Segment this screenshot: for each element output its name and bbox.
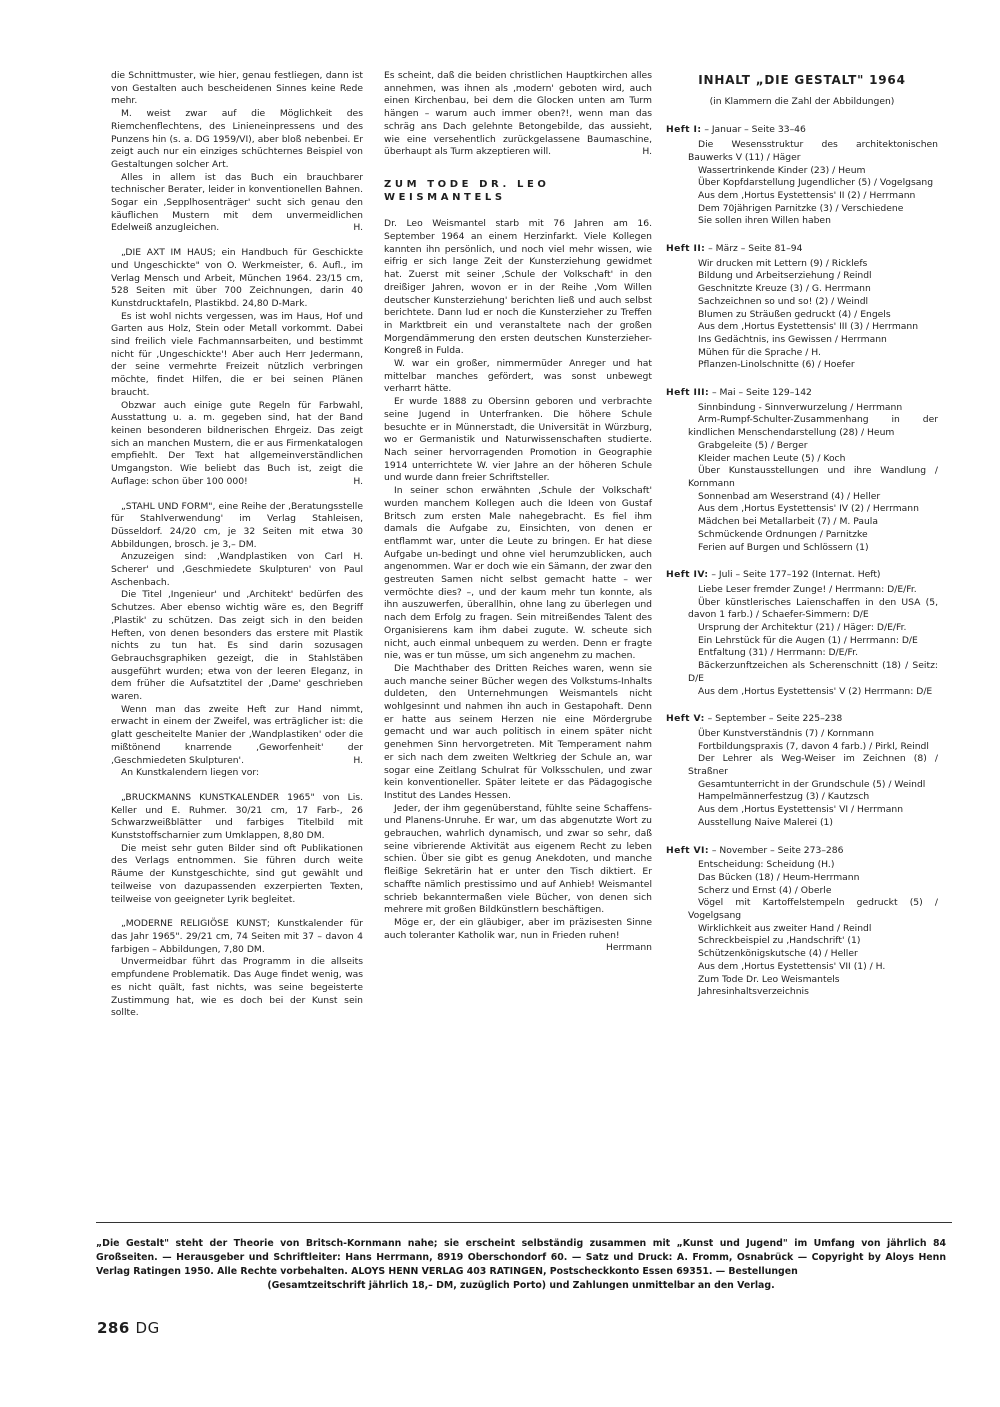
toc-entry: Über Kopfdarstellung Jugendlicher (5) / Vogelgsang (698, 177, 934, 189)
paragraph: Unvermeidbar führt das Programm in die allseits empfundene Problematik. Das Auge findet wenig, was es nicht quält, fast nichts, was seine begeisterte Zustimmung hat, wie es doch bei der Kunst sein sollte. (111, 956, 363, 1019)
toc-entry: Über künstlerisches Laienschaffen in den USA (5, davon 1 farb.) / Schaefer-Simmern: D/E (688, 596, 938, 621)
journal-abbreviation: DG (135, 1319, 160, 1337)
toc-entry: Geschnitzte Kreuze (3) / G. Herrmann (698, 283, 871, 295)
paragraph-text: Möge er, der ein gläubiger, aber im präzisesten Sinne auch toleranter Katholik war, nun in Frieden ruhen! (384, 917, 652, 941)
review-entry-bruckmanns-kunstkalender: „BRUCKMANNS KUNSTKALENDER 1965" von Lis. Keller und E. Ruhmer. 30/21 cm, 17 Farb-, 26 Schwarzweißblätter und farbiges Titelbild mit Kunststoffscharnier zum Umklappen, 8,80 DM. (111, 791, 363, 842)
toc-entry: Jahresinhaltsverzeichnis (698, 986, 809, 998)
toc-issue-block (666, 569, 938, 698)
toc-entry: Über Kunstverständnis (7) / Kornmann (698, 727, 874, 739)
toc-entry: Mädchen bei Metallarbeit (7) / M. Paula (698, 516, 878, 528)
toc-issue-meta: – September – Seite 225–238 (704, 713, 843, 725)
toc-entry: Hampelmännerfestzug (3) / Kautzsch (698, 791, 870, 803)
toc-entry: Schützenkönigskutsche (4) / Heller (698, 948, 858, 960)
toc-issue-meta: – Januar – Seite 33–46 (701, 124, 806, 136)
toc-issue-label: Heft I: (666, 124, 702, 136)
toc-entry: Sachzeichnen so und so! (2) / Weindl (698, 295, 869, 307)
toc-entry: Ursprung der Architektur (21) / Häger: D/E/Fr. (698, 622, 907, 634)
paragraph: Jeder, der ihm gegenüberstand, fühlte seine Schaffens- und Planens-Unruhe. Er war, um das abgenutzte Wort zu gebrauchen, wahrlich dynamisch, und zwar so sehr, daß seine vibrierende Aktivität aus eigenem Recht zu leben schien. Über sie gibt es genug Anekdoten, und manche fleißige Sekretärin hat er unter den Tisch diktiert. Er schaffte nämlich prestissimo und auf Anhieb! Weismantel schrieb bekanntermaßen viele Bücher, von denen sich mehrere mit großen Bildkünstlern beschäftigen. (384, 802, 652, 916)
author-signature: Herrmann (605, 942, 652, 954)
toc-entry: Dem 70jährigen Parnitzke (3) / Verschiedene (698, 202, 904, 214)
review-entry-stahl-und-form: „STAHL UND FORM", eine Reihe der ‚Beratungsstelle für Stahlverwendung' im Verlag Stahleisen, Düsseldorf. 24/20 cm, je 32 Seiten mit etwa 30 Abbildungen, brosch. je 3,– DM. (111, 500, 363, 550)
toc-issue-label: Heft IV: (666, 569, 709, 581)
toc-entry: Schreckbeispiel zu ‚Handschrift' (1) (698, 935, 861, 947)
toc-issue-meta: – März – Seite 81–94 (705, 243, 803, 255)
toc-entry: Scherz und Ernst (4) / Oberle (698, 884, 832, 896)
toc-entry: Entscheidung: Scheidung (H.) (698, 859, 835, 871)
toc-entry: Pflanzen-Linolschnitte (6) / Hoefer (698, 359, 855, 371)
paragraph: Die Titel ‚Ingenieur' und ‚Architekt' bedürfen des Schutzes. Aber ebenso wichtig wäre es, den Begriff ‚Plastik' zu schützen. Das zeigt sich in den beiden Heften, von denen besonders das erstere mit Plastik nichts zu tun hat. Es sind darin sozusagen Gebrauchsgraphiken gezeigt, die in Stahlstäben ausgeführt wurden; etwa von der leeren Eleganz, in dem früher die Aufsatztitel der ‚Dame' geschrieben waren. (111, 589, 363, 703)
paragraph: die Schnittmuster, wie hier, genau festliegen, dann ist von Gestalten auch bescheidenen Sinnes keine Rede mehr. (111, 70, 363, 107)
author-signature: H. (642, 146, 652, 158)
toc-entry: Grabgeleite (5) / Berger (698, 439, 808, 451)
paragraph (384, 70, 652, 159)
toc-issue-block (666, 243, 938, 372)
toc-entry: Sie sollen ihren Willen haben (698, 215, 831, 227)
toc-entry: Der Lehrer als Weg-Weiser im Zeichnen (8) / Straßner (688, 753, 938, 778)
toc-entry: Wir drucken mit Lettern (9) / Ricklefs (698, 257, 868, 269)
paragraph: W. war ein großer, nimmermüder Anreger und hat mittelbar manches gefördert, was sonst unbewegt verharrt hätte. (384, 358, 652, 395)
paragraph: M. weist zwar auf die Möglichkeit des Riemchenflechtens, des Linieneinpressens und des Punzens hin (s. a. DG 1959/VI), aber bloß nebenbei. Er zeigt auch nur ein einziges schüchternes Beispiel von Gestaltungen solcher Art. (111, 108, 363, 170)
toc-entry: Aus dem ‚Hortus Eystettensis' IV (2) / Herrmann (698, 503, 919, 515)
toc-issue-heading (666, 569, 938, 582)
toc-entry: Blumen zu Sträußen gedruckt (4) / Engels (698, 308, 891, 320)
toc-entry: Gesamtunterricht in der Grundschule (5) / Weindl (698, 778, 926, 790)
toc-entry: Kleider machen Leute (5) / Koch (698, 452, 846, 464)
toc-issue-label: Heft VI: (666, 844, 709, 856)
toc-entry: Bäckerzunftzeichen als Scherenschnitt (18) / Seitz: D/E (688, 660, 938, 684)
toc-issue-label: Heft II: (666, 243, 706, 255)
toc-entry: Bildung und Arbeitserziehung / Reindl (698, 270, 872, 282)
imprint-text-last-line: (Gesamtzeitschrift jährlich 18,– DM, zuzüglich Porto) und Zahlungen unmittelbar an den Verlag. (267, 1280, 775, 1291)
paragraph: In seiner schon erwähnten ‚Schule der Volkschaft' wurden manchem Kollegen auch die Ideen von Gustaf Britsch zum ersten Male nahegebracht. Es fiel ihm damals die Aufgabe zu, Einsichten, von denen er entflammt war, unter die Leute zu bringen. Er hat diese Aufgabe un-bedingt und ohne viel herumzublicken, auch angenommen. War er doch wie ein Sämann, der zwar den gestreuten Samen nicht selbst gemacht hatte – wer vermöchte dies? –, und der kaum mehr tun konnte, als ihn auszuwerfen, überallhin, ohne lang zu überlegen und nach dem Erfolg zu fragen. Sein mitreißendes Talent des Organisierens kam ihm dabei zugute. W. scheute sich nicht, auch einmal unbequem zu werden. Denn er fragte nie, was er tun müsse, um sich angenehm zu machen. (384, 485, 652, 662)
toc-entry: Vögel mit Kartoffelstempeln gedruckt (5) / Vogelgsang (688, 897, 938, 922)
review-entry-moderne-religioese-kunst: „MODERNE RELIGIÖSE KUNST; Kunstkalender für das Jahr 1965". 29/21 cm, 74 Seiten mit 37 – davon 4 farbigen – Abbildungen, 7,80 DM. (111, 918, 363, 955)
author-signature: H. (353, 222, 363, 234)
paragraph: Die Machthaber des Dritten Reiches waren, wenn sie auch manche seiner Bücher wegen des Volkstums-Inhalts duldeten, den Unternehmungen Weismantels nicht wohlgesinnt und nahmen ihn auch in Gestapohaft. Denn er hatte aus seinem Herzen nie eine Mördergrube gemacht und war auch politisch in einem später nicht genehmen Sinn hervorgetreten. Mit Temperament nahm er sich nach dem zweiten Weltkrieg der Schule an, war sogar eine Zeitlang Schulrat für Volksschulen, und zwar kein konventioneller. Später leitete er das Pädagogische Institut des Landes Hessen. (384, 662, 652, 801)
toc-entry: Aus dem ‚Hortus Eystettensis' II (2) / Herrmann (698, 189, 916, 201)
toc-entry: Ferien auf Burgen und Schlössern (1) (698, 541, 869, 553)
toc-issue-block (666, 387, 938, 554)
toc-issue-list (666, 124, 938, 999)
toc-entry: Mühen für die Sprache / H. (698, 346, 821, 358)
paragraph: Dr. Leo Weismantel starb mit 76 Jahren am 16. September 1964 an einem Herzinfarkt. Viele Kollegen kannten ihn persönlich, und noch viel mehr wissen, wie eifrig er sich lange Zeit der Kunsterziehung gewidmet hat. Zuerst mit seiner ‚Schule der Volkschaft' in den dreißiger Jahren, wovon er in der Reihe ‚Vom Willen deutscher Kunsterziehung' berichten ließ und auch selbst berichtete. Dann lud er noch die Kunsterzieher zu Treffen in Marktbreit ein und veranstaltete nach der großen Morgendämmerung den ersten deutschen Kunsterzieher-Kongreß in Fulda. (384, 218, 652, 357)
obituary-heading: ZUM TODE DR. LEO WEISMANTELS (384, 178, 550, 203)
toc-entry: Ausstellung Naive Malerei (1) (698, 816, 833, 828)
paragraph-text: Alles in allem ist das Buch ein brauchbarer technischer Berater, leider in konventionellen Bahnen. Sogar ein ‚Sepplhosenträger' sucht sich genau den käuflichen Mustern mit dem unvermeidlichen Edelweiß anzugleichen. (111, 171, 363, 234)
toc-issue-heading (666, 713, 938, 726)
toc-entry: Sinnbindung - Sinnverwurzelung / Herrmann (698, 401, 903, 413)
column-middle (384, 70, 652, 955)
toc-issue-heading (666, 845, 938, 858)
toc-issue-heading (666, 243, 938, 256)
toc-entry: Wassertrinkende Kinder (23) / Heum (698, 164, 866, 176)
toc-issue-block (666, 124, 938, 228)
paragraph (384, 917, 652, 954)
toc-entry: Zum Tode Dr. Leo Weismantels (698, 973, 840, 985)
toc-entry: Schmückende Ordnungen / Parnitzke (698, 528, 868, 540)
toc-issue-meta: – Juli – Seite 177–192 (Internat. Heft) (708, 569, 881, 581)
author-signature: H. (353, 475, 363, 487)
paragraph: Anzuzeigen sind: ‚Wandplastiken von Carl H. Scherer' und ‚Geschmiedete Skulpturen' von Paul Aschenbach. (111, 551, 363, 588)
toc-issue-block (666, 845, 938, 999)
imprint-footer (96, 1237, 946, 1293)
toc-title: INHALT „DIE GESTALT" 1964 (698, 73, 906, 87)
toc-entry: Über Kunstausstellungen und ihre Wandlung / Kornmann (688, 465, 938, 489)
toc-entry: Ein Lehrstück für die Augen (1) / Herrmann: D/E (698, 634, 918, 646)
paragraph: An Kunstkalendern liegen vor: (121, 767, 260, 779)
paragraph (111, 704, 363, 768)
column-left (111, 70, 363, 1020)
toc-entry: Entfaltung (31) / Herrmann: D/E/Fr. (698, 647, 859, 659)
toc-entry: Die Wesensstruktur des architektonischen Bauwerks V (11) / Häger (688, 139, 938, 163)
page-number-value: 286 (97, 1319, 130, 1337)
toc-entry: Aus dem ‚Hortus Eystettensis' VI / Herrmann (698, 804, 904, 816)
page-number (97, 1319, 160, 1337)
toc-entry: Liebe Leser fremder Zunge! / Herrmann: D/E/Fr. (698, 583, 917, 595)
toc-entry: Aus dem ‚Hortus Eystettensis' V (2) Herrmann: D/E (698, 685, 933, 697)
paragraph (111, 400, 363, 489)
toc-issue-label: Heft V: (666, 713, 705, 725)
toc-entry: Aus dem ‚Hortus Eystettensis' III (3) / Herrmann (698, 321, 919, 333)
toc-entry: Aus dem ‚Hortus Eystettensis' VII (1) / H. (698, 960, 886, 972)
toc-issue-heading (666, 124, 938, 137)
paragraph-text: Es scheint, daß die beiden christlichen Hauptkirchen alles annehmen, was ihnen als ‚modern' geboten wird, auch einen Kirchenbau, bei dem die Glocken unten am Turm hängen – warum auch immer oben?!, wenn man das schräg ans Dach gelehnte Betongebilde, das aussieht, wie eine versehentlich zurückgelassene Baumaschine, überhaupt als Turm akzeptieren will. (384, 70, 652, 158)
imprint-text: „Die Gestalt" steht der Theorie von Britsch-Kornmann nahe; sie erscheint selbständig zusammen mit „Kunst und Jugend" im Umfang von jährlich 84 Großseiten. — Herausgeber und Schriftleiter: Hans Herrmann, 8919 Oberschondorf 60. — Satz und Druck: A. Fromm, Osnabrück — Copyright by Aloys Henn Verlag Ratingen 1950. Alle Rechte vorbehalten. ALOYS HENN VERLAG 403 RATINGEN, Postscheckkonto Essen 69351. — Bestellungen (96, 1238, 946, 1277)
toc-issue-heading (666, 387, 938, 400)
paragraph (111, 172, 363, 236)
toc-issue-meta: – November – Seite 273–286 (708, 844, 844, 856)
toc-entry: Wirklichkeit aus zweiter Hand / Reindl (698, 922, 872, 934)
toc-issue-meta: – Mai – Seite 129–142 (709, 387, 812, 399)
paragraph-text: Wenn man das zweite Heft zur Hand nimmt, erwacht in einem der Zweifel, was erträglicher ist: die glatt gescheitelte Manier der ‚Wandplastiken' oder die mißtönend knarrende ‚Geworfenheit' der ‚Geschmiedeten Skulpturen'. (111, 703, 363, 766)
toc-issue-label: Heft III: (666, 387, 710, 399)
footer-divider (96, 1222, 952, 1223)
review-entry-die-axt-im-haus: „DIE AXT IM HAUS; ein Handbuch für Geschickte und Ungeschickte" von O. Werkmeister, 6. Aufl., im Verlag Mensch und Arbeit, München 1964. 23/15 cm, 528 Seiten mit über 700 Zeichnungen, darin 40 Kunstdrucktafeln, Plastikbd. 24,80 D-Mark. (111, 247, 363, 309)
paragraph: Es ist wohl nichts vergessen, was im Haus, Hof und Garten aus Holz, Stein oder Metall vorkommt. Dabei sind freilich viele Fachmannsarbeiten, und bestimmt nicht für ‚Ungeschickte'! Aber auch Herr Jedermann, der seine vermehrte Freizeit nützlich verbringen möchte, findet Hilfen, die er bei seinen Plänen braucht. (111, 310, 363, 398)
toc-entry: Das Bücken (18) / Heum-Herrmann (698, 871, 860, 883)
author-signature: H. (353, 754, 363, 766)
toc-entry: Ins Gedächtnis, ins Gewissen / Herrmann (698, 333, 887, 345)
toc-entry: Arm-Rumpf-Schulter-Zusammenhang in der kindlichen Menschendarstellung (28) / Heum (688, 414, 938, 439)
paragraph-text: Obzwar auch einige gute Regeln für Farbwahl, Ausstattung u. a. m. gegeben sind, hat der Band keinen besonderen bildnerischen Ehrgeiz. Das zeigt sich an manchen Mustern, die er aus Firmenkatalogen empfiehlt. Der Text hat allgemeinverständlichen Umgangston. Wie beliebt das Buch ist, zeigt die Auflage: schon über 100 000! (111, 399, 363, 487)
toc-entry: Sonnenbad am Weserstrand (4) / Heller (698, 490, 881, 502)
toc-entry: Fortbildungspraxis (7, davon 4 farb.) / Pirkl, Reindl (698, 740, 929, 752)
toc-issue-block (666, 713, 938, 829)
paragraph: Er wurde 1888 zu Obersinn geboren und verbrachte seine Jugend in Unterfranken. Die höhere Schule besuchte er in Münnerstadt, die Universität in Würzburg, wo er Germanistik und Naturwissenschaften studierte. Nach seiner hervorragenden Promotion in Geographie 1914 unterrichtete W. vier Jahre an der höheren Schule und wurde dann freier Schriftsteller. (384, 396, 652, 484)
toc-subtitle: (in Klammern die Zahl der Abbildungen) (709, 95, 895, 107)
column-right-table-of-contents (666, 70, 938, 1014)
paragraph: Die meist sehr guten Bilder sind oft Publikationen des Verlags entnommen. Sie führen durch weite Räume der Kunstgeschichte, sind gut gewählt und teilweise von dazupassenden exzerpierten Texten, teilweise von geeigneter Lyrik begleitet. (111, 842, 363, 905)
